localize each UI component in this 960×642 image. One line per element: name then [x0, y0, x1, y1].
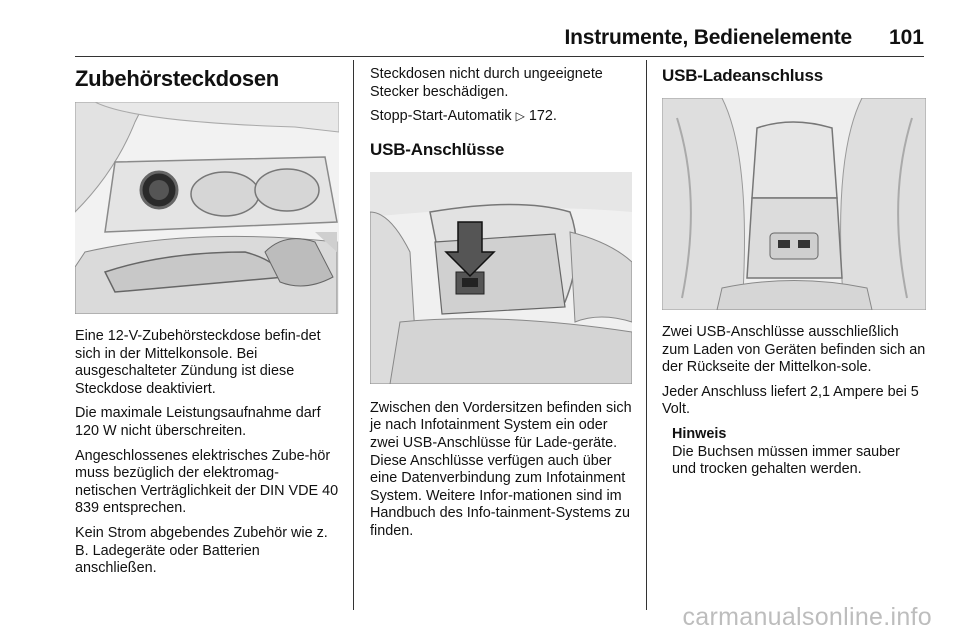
header-rule — [75, 56, 924, 57]
column-divider-2 — [646, 60, 647, 610]
paragraph-2: Die maximale Leistungsaufnahme darf 120 W nicht überschreiten. — [75, 405, 321, 439]
usb-port-arrow-illustration-icon — [370, 172, 632, 384]
column-2 — [370, 60, 632, 548]
note-text: Die Buchsen müssen immer sauber und trocken gehalten werden. — [672, 443, 900, 478]
note-label: Hinweis — [672, 425, 727, 442]
charging-paragraph-2: Jeder Anschluss liefert 2,1 Ampere bei 5 Volt. — [662, 383, 919, 418]
header-title: Instrumente, Bedienelemente — [564, 26, 852, 49]
page-header — [0, 0, 960, 60]
crossref-text: Stopp-Start-Automatik — [370, 108, 512, 125]
usb-paragraph: Zwischen den Vordersitzen befinden sich je nach Infotainment System ein oder zwei USB-Anschlüsse für Lade-geräte. Diese Anschlüsse verfügen auch über eine Datenverbindung zum Infotainment System. Weitere Infor-mationen sind im Handbuch des Info-tainment-Systems zu finden. — [370, 399, 632, 539]
subheading-usb: USB-Anschlüsse — [370, 139, 505, 159]
note-box — [672, 426, 926, 479]
crossref-arrow-icon: ▷ — [515, 109, 525, 124]
lead-paragraph: Steckdosen nicht durch ungeeignete Stecker beschädigen. — [370, 66, 603, 100]
subheading-usb-charging: USB-Ladeanschluss — [662, 66, 823, 85]
paragraph-1: Eine 12-V-Zubehörsteckdose befin-det sich in der Mittelkonsole. Bei ausgeschalteter Zündung ist diese Steckdose deaktiviert. — [75, 328, 321, 397]
section-heading: Zubehörsteckdosen — [75, 66, 279, 91]
page-number: 101 — [888, 26, 924, 49]
column-3 — [662, 60, 926, 486]
console-socket-illustration-icon — [75, 102, 339, 314]
column-1 — [75, 60, 339, 585]
paragraph-3: Angeschlossenes elektrisches Zube-hör muss bezüglich der elektromag-netischen Verträglichkeit der DIN VDE 40 839 entsprechen. — [75, 447, 339, 517]
rear-console-usb-illustration-icon — [662, 98, 926, 310]
charging-paragraph-1: Zwei USB-Anschlüsse ausschließlich zum Laden von Geräten befinden sich an der Rückseite der Mittelkon-sole. — [662, 324, 926, 376]
crossref-page: 172. — [528, 108, 557, 125]
cross-reference[interactable] — [370, 108, 632, 126]
paragraph-4: Kein Strom abgebendes Zubehör wie z. B. Ladegeräte oder Batterien anschließen. — [75, 524, 328, 577]
column-divider-1 — [353, 60, 354, 610]
watermark: carmanualsonline.info — [682, 603, 932, 631]
